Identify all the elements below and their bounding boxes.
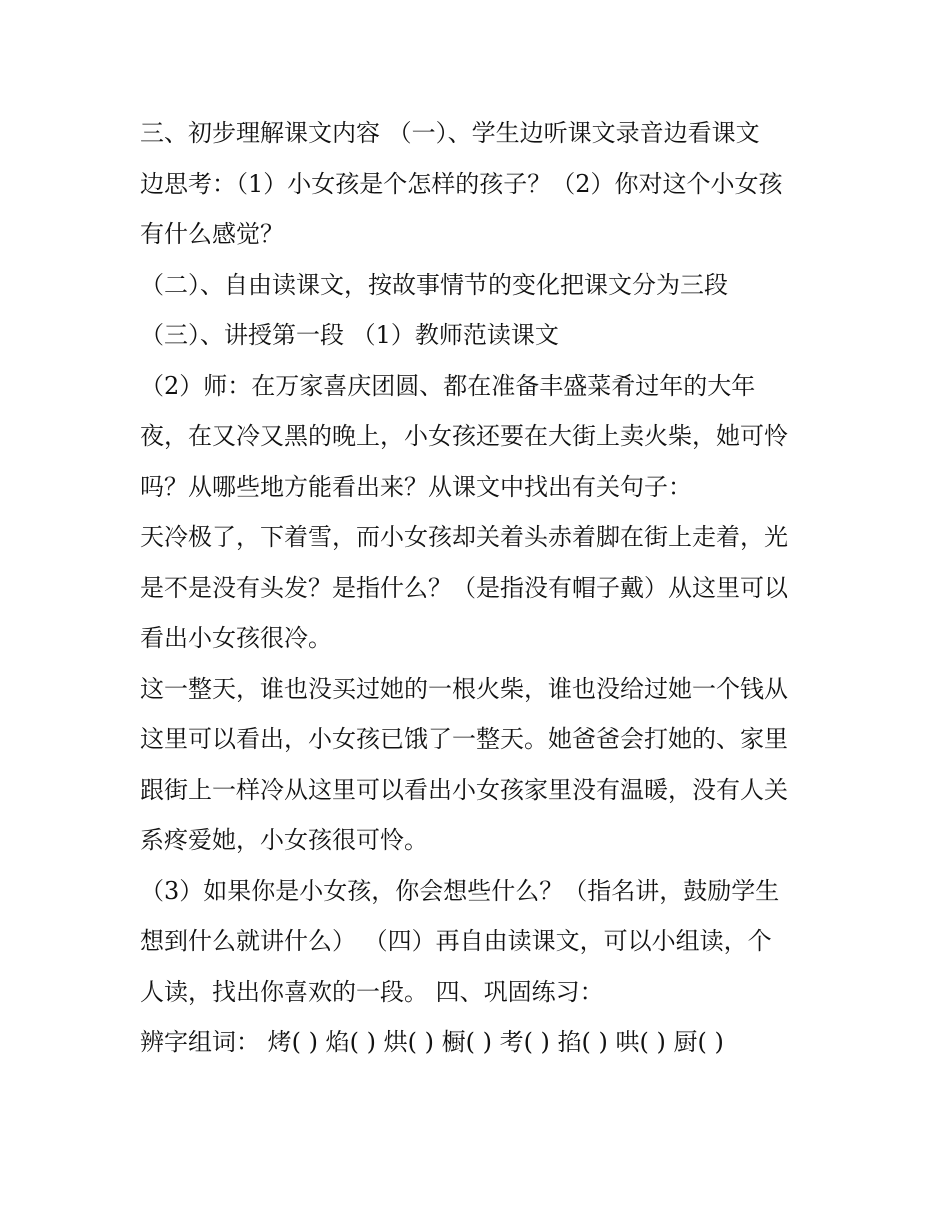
paragraph-exercise <box>140 1017 830 1068</box>
paragraph-cold-weather <box>140 512 830 664</box>
text-line: 系疼爱她，小女孩很可怜。 <box>140 826 428 854</box>
paragraph-intro-questions <box>140 108 830 260</box>
paragraph-hungry-day <box>140 664 830 866</box>
body-text <box>140 108 830 1068</box>
text-line: 辨字组词： 烤( ) 焰( ) 烘( ) 橱( ) 考( ) 掐( ) 哄( ) 厨( ) <box>140 1028 724 1056</box>
text-line: 是不是没有头发？是指什么？（是指没有帽子戴）从这里可以 <box>140 573 788 602</box>
text-line: 三、初步理解课文内容 （一）、学生边听课文录音边看课文 <box>140 119 760 147</box>
paragraph-imagine <box>140 866 830 1018</box>
text-line: 夜，在又冷又黑的晚上，小女孩还要在大街上卖火柴，她可怜 <box>140 422 788 450</box>
text-line: （二）、自由读课文，按故事情节的变化把课文分为三段 <box>140 270 728 299</box>
text-line: 人读，找出你喜欢的一段。 四、巩固练习： <box>140 977 604 1006</box>
text-line: 这里可以看出，小女孩已饿了一整天。她爸爸会打她的、家里 <box>140 725 788 753</box>
text-line: （3）如果你是小女孩，你会想些什么？（指名讲，鼓励学生 <box>140 876 780 905</box>
text-line: 有什么感觉？ <box>140 220 284 248</box>
text-line: （三）、讲授第一段 （1）教师范读课文 <box>140 321 559 349</box>
text-line: 天冷极了，下着雪，而小女孩却关着头赤着脚在街上走着，光 <box>140 523 788 551</box>
text-line: 看出小女孩很冷。 <box>140 624 332 652</box>
text-line: 吗？从哪些地方能看出来？从课文中找出有关句子： <box>140 472 692 501</box>
text-line: 想到什么就讲什么） （四）再自由读课文，可以小组读，个 <box>140 927 772 955</box>
text-line: 边思考：（1）小女孩是个怎样的孩子？（2）你对这个小女孩 <box>140 169 783 198</box>
paragraph-free-reading <box>140 260 830 311</box>
text-line: 跟街上一样冷从这里可以看出小女孩家里没有温暖，没有人关 <box>140 775 788 804</box>
text-line: （2）师：在万家喜庆团圆、都在准备丰盛菜肴过年的大年 <box>140 371 756 400</box>
paragraph-teacher-prompt <box>140 361 830 513</box>
paragraph-first-section <box>140 310 830 361</box>
text-line: 这一整天，谁也没买过她的一根火柴，谁也没给过她一个钱从 <box>140 674 788 703</box>
